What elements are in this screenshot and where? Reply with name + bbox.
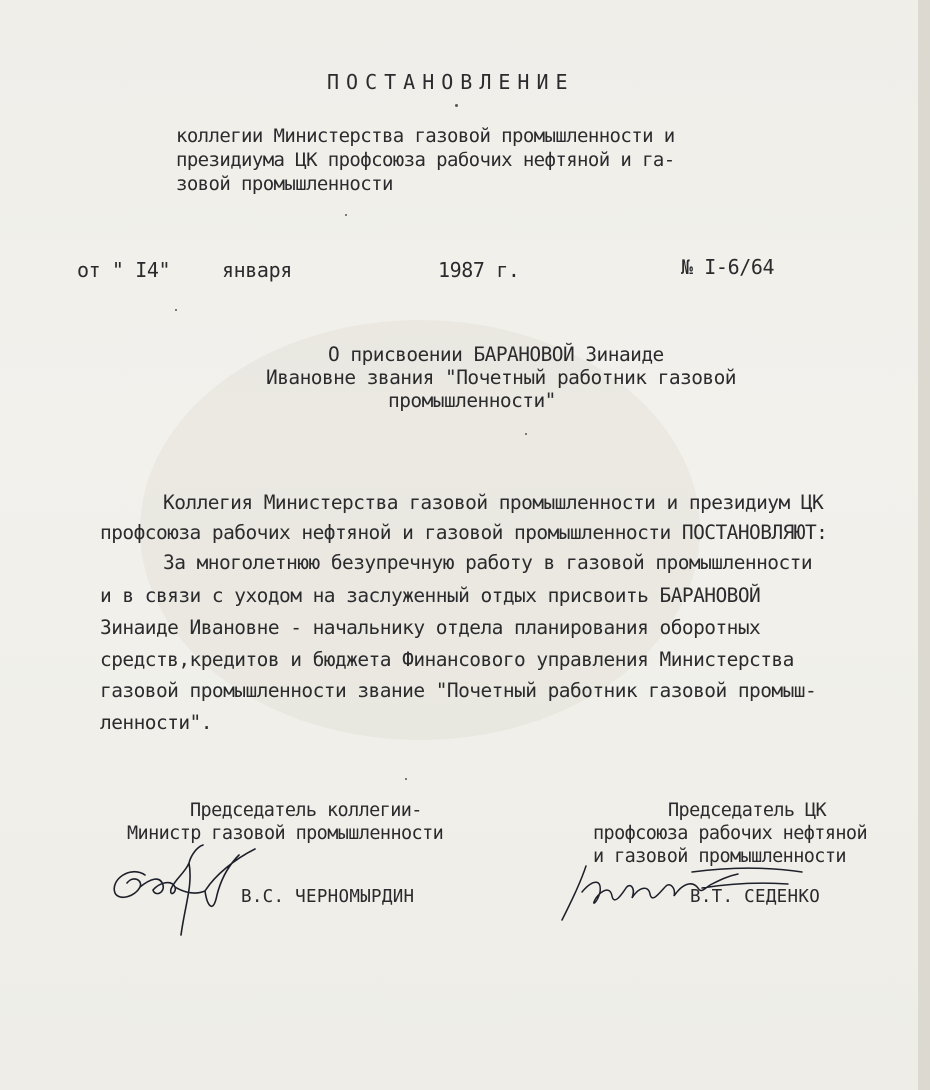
body-line-6: средств,кредитов и бюджета Финансового управления Министерства — [100, 648, 794, 671]
date-day: от " I4" — [77, 258, 171, 282]
body-line-4: и в связи с уходом на заслуженный отдых присвоить БАРАНОВОЙ — [100, 584, 761, 607]
subject-line-1: О присвоении БАРАНОВОЙ Зинаиде — [328, 343, 664, 366]
right-signatory-name: В.Т. СЕДЕНКО — [690, 887, 821, 907]
ink-speck — [525, 433, 527, 435]
issuer-line-2: президиума ЦК профсоюза рабочих нефтяной и га- — [176, 149, 675, 171]
body-line-7: газовой промышленности звание "Почетный работник газовой промыш- — [100, 679, 817, 702]
document-title: ПОСТАНОВЛЕНИЕ — [327, 70, 575, 94]
right-signatory-position-1: Председатель ЦК — [668, 800, 827, 821]
body-line-3: За многолетнюю безупречную работу в газовой промышленности — [163, 551, 813, 574]
subject-line-2: Ивановне звания "Почетный работник газовой — [266, 366, 736, 389]
document-number: № I-6/64 — [681, 255, 775, 279]
left-signatory-name: В.С. ЧЕРНОМЫРДИН — [241, 887, 415, 907]
left-signatory-position-1: Председатель коллегии- — [190, 800, 422, 821]
left-signatory-position-2: Министр газовой промышленности — [127, 823, 444, 844]
ink-speck — [455, 104, 458, 107]
ink-speck — [175, 309, 177, 311]
body-line-1: Коллегия Министерства газовой промышленности и президиум ЦК — [163, 491, 824, 514]
ink-speck — [405, 778, 407, 780]
ink-speck — [345, 214, 347, 216]
date-month: января — [222, 258, 292, 282]
body-line-8: ленности". — [100, 711, 212, 734]
subject-line-3: промышленности" — [388, 389, 556, 412]
issuer-line-3: зовой промышленности — [176, 173, 393, 195]
right-signatory-position-2: профсоюза рабочих нефтяной — [593, 823, 867, 844]
right-signatory-position-3: и газовой промышленности — [593, 846, 846, 867]
body-line-5: Зинаиде Ивановне - начальнику отдела планирования оборотных — [100, 616, 761, 639]
body-line-2: профсоюза рабочих нефтяной и газовой промышленности ПОСТАНОВЛЯЮТ: — [100, 521, 828, 544]
issuer-line-1: коллегии Министерства газовой промышленности и — [176, 125, 675, 147]
date-year: 1987 г. — [438, 258, 520, 282]
